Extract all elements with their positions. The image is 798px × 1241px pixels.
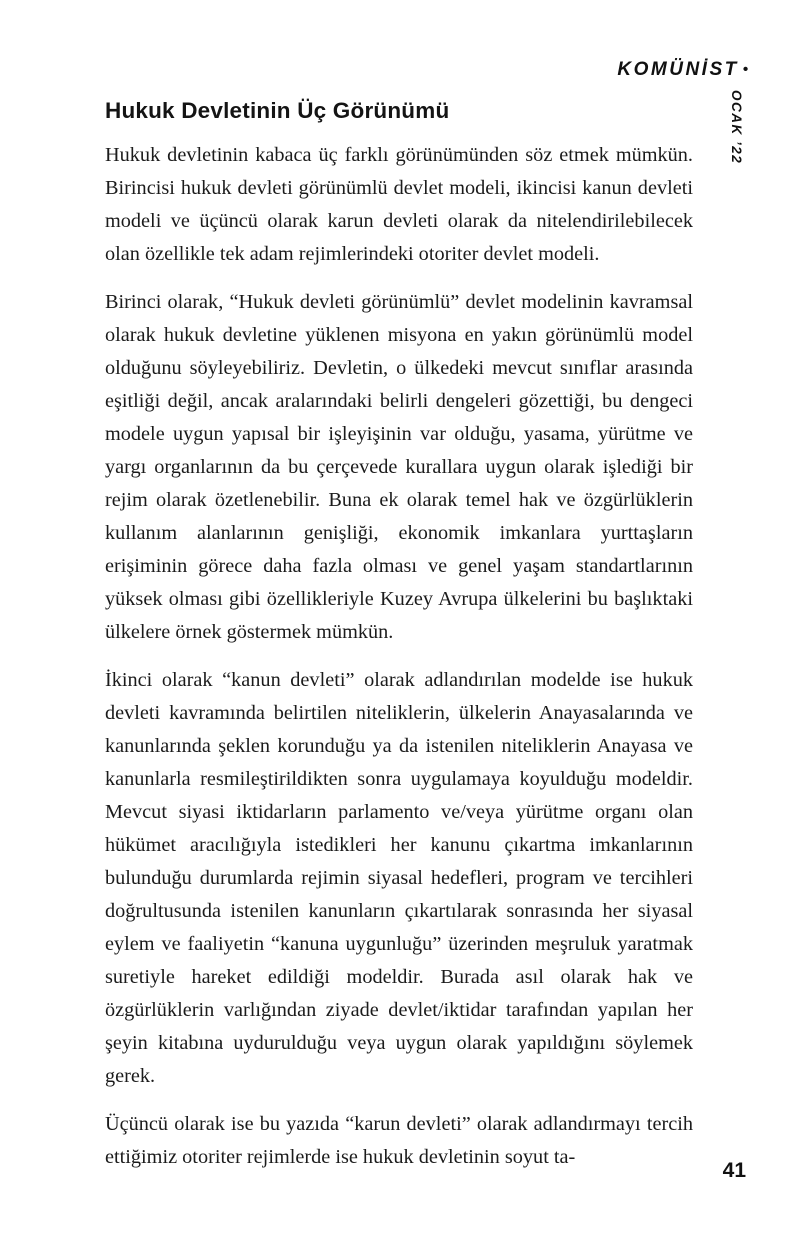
masthead: [617, 59, 748, 81]
article-paragraph: Hukuk devletinin kabaca üç farklı görünümünden söz etmek mümkün. Birincisi hukuk devleti görünümlü devlet modeli, ikincisi kanun devleti modeli ve üçüncü olarak karun devleti olarak da nitelendirilebilecek olan özellikle tek adam rejimlerindeki otoriter devlet modeli.: [105, 144, 693, 265]
magazine-title: KOMÜNİST: [617, 59, 739, 80]
article: [105, 98, 693, 1174]
article-paragraph: Birinci olarak, “Hukuk devleti görünümlü” devlet modelinin kavramsal olarak hukuk devletine yüklenen misyona en yakın görünümlü model olduğunu söyleyebiliriz. Devletin, o ülkedeki mevcut sınıflar arasında eşitliği değil, ancak aralarındaki belirli dengeleri gözettiği, bu dengeci modele uygun yapısal bir işleyişinin var olduğu, yasama, yürütme ve yargı organlarının da bu çerçevede kurallara uygun olarak işlediği bir rejim olarak özetlenebilir. Buna ek olarak temel hak ve özgürlüklerin kullanım alanlarının genişliği, ekonomik imkanlara yurttaşların erişiminin görece daha fazla olması ve genel yaşam standartlarının yüksek olması gibi özellikleriyle Kuzey Avrupa ülkelerini bu başlıktaki ülkelere örnek göstermek mümkün.: [105, 291, 693, 643]
article-paragraph: İkinci olarak “kanun devleti” olarak adlandırılan modelde ise hukuk devleti kavramında belirtilen niteliklerin, ülkelerin Anayasalarında ve kanunlarında şeklen korunduğu ya da istenilen niteliklerin Anayasa ve kanunlarla resmileştirildikten sonra uygulamaya koyulduğu modeldir. Mevcut siyasi iktidarların parlamento ve/veya yürütme organı olan hükümet aracılığıyla istedikleri her kanunu çıkartma imkanlarının bulunduğu durumlarda rejimin siyasal hedefleri, program ve tercihleri doğrultusunda istenilen kanunların çıkartılarak sonrasında her siyasal eylem ve faaliyetin “kanuna uygunluğu” üzerinden meşruluk yaratmak suretiyle hareket edildiği modeldir. Burada asıl olarak hak ve özgürlüklerin varlığından ziyade devlet/iktidar tarafından yapılan her şeyin kitabına uydurulduğu veya uygun olarak yapıldığını söylemek gerek.: [105, 669, 693, 1087]
masthead-bullet-icon: •: [742, 61, 748, 78]
page-number: 41: [722, 1159, 746, 1182]
issue-label: OCAK ’22: [729, 90, 744, 165]
article-paragraph: Üçüncü olarak ise bu yazıda “karun devleti” olarak adlandırmayı tercih ettiğimiz otoriter rejimlerde ise hukuk devletinin soyut ta-: [105, 1113, 693, 1168]
article-body: [105, 139, 693, 1174]
article-title: Hukuk Devletinin Üç Görünümü: [105, 98, 450, 123]
